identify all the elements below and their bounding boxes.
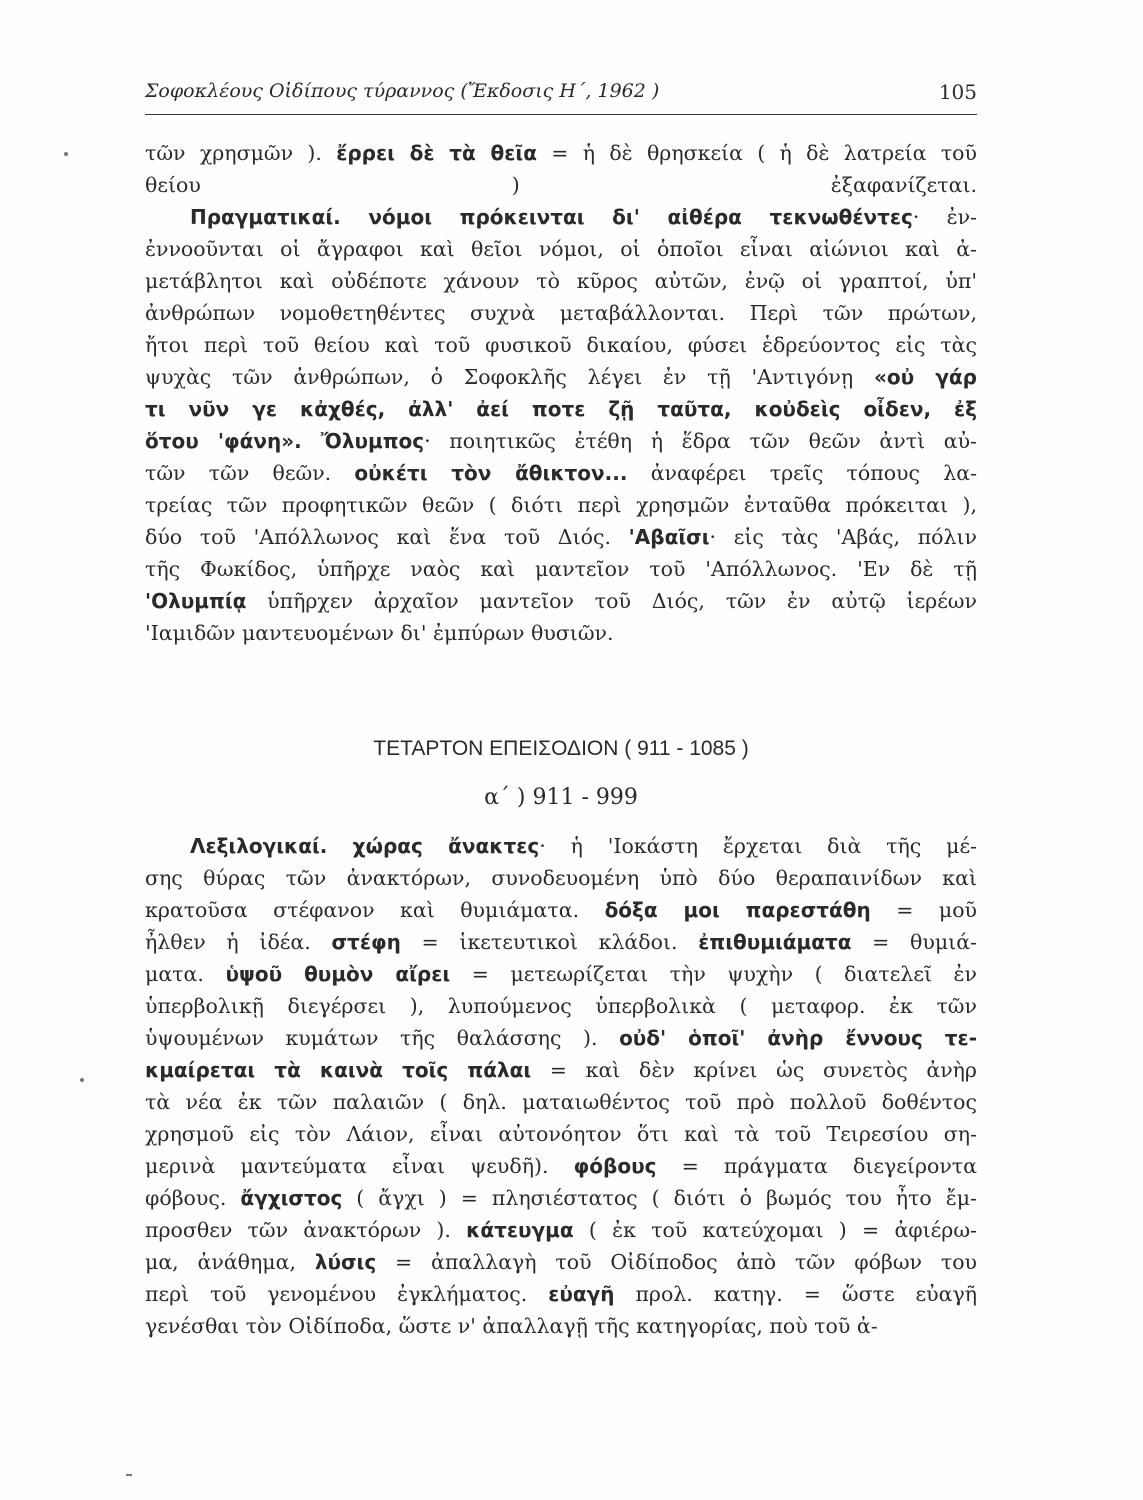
text-run: προλ. κατηγ. = ὥστε εὐαγῆ bbox=[614, 1282, 977, 1306]
text-line bbox=[145, 958, 977, 990]
text-line bbox=[145, 926, 977, 958]
text-run: ἦλθεν ἡ ἰδέα. bbox=[145, 930, 332, 954]
text-run: = καὶ δὲν κρίνει ὡς συνετὸς ἀνὴρ bbox=[531, 1058, 977, 1082]
text-line bbox=[145, 862, 977, 894]
section-heading: ΤΕΤΑΡΤΟΝ ΕΠΕΙΣΟΔΙΟΝ ( 911 - 1085 ) bbox=[373, 737, 749, 760]
lemma-bold: ἔρρει δὲ τὰ θεῖα bbox=[336, 141, 537, 165]
commentary-block-1 bbox=[145, 137, 977, 649]
text-line bbox=[145, 457, 977, 489]
text-run: · ἡ 'Ιοκάστη ἔρχεται διὰ τῆς μέ- bbox=[539, 834, 977, 858]
text-run: ἐννοοῦνται οἱ ἄγραφοι καὶ θεῖοι νόμοι, οἱ ὁποῖοι εἶναι αἰώνιοι καὶ ἀ- bbox=[145, 237, 977, 261]
text-line bbox=[145, 585, 977, 617]
lemma-bold: 'Ολυμπίᾳ bbox=[145, 589, 247, 613]
text-run: = ἱκετευτικοὶ κλάδοι. bbox=[400, 930, 699, 954]
text-run: φόβους. bbox=[145, 1186, 241, 1210]
text-run: τρείας τῶν προφητικῶν θεῶν ( διότι περὶ χρησμῶν ἐνταῦθα πρόκειται ), bbox=[145, 493, 977, 517]
text-run: = ἡ δὲ θρησκεία ( ἡ δὲ λατρεία τοῦ bbox=[536, 141, 977, 165]
text-run: ματα. bbox=[145, 962, 226, 986]
lemma-bold: ὑψοῦ θυμὸν αἴρει bbox=[225, 962, 451, 986]
text-run: ὑψουμένων κυμάτων τῆς θαλάσσης ). bbox=[145, 1026, 620, 1050]
text-line bbox=[145, 1246, 977, 1278]
page-speck bbox=[126, 1474, 132, 1476]
lemma-bold: 'Αβαῖσι bbox=[628, 525, 710, 549]
text-run: = μοῦ bbox=[870, 898, 977, 922]
lemma-bold: ἄγχιστος bbox=[240, 1186, 343, 1210]
lemma-bold: «οὐ γάρ bbox=[873, 365, 977, 389]
text-run: ὑπερβολικῇ διεγέρσει ), λυπούμενος ὑπερβολικὰ ( μεταφορ. ἐκ τῶν bbox=[145, 994, 977, 1018]
text-run: μερινὰ μαντεύματα εἶναι ψευδῆ). bbox=[145, 1154, 574, 1178]
text-line bbox=[145, 1310, 977, 1342]
text-run: δύο τοῦ 'Απόλλωνος καὶ ἕνα τοῦ Διός. bbox=[145, 525, 629, 549]
text-line bbox=[145, 425, 977, 457]
text-line bbox=[145, 233, 977, 265]
text-run: ἤτοι περὶ τοῦ θείου καὶ τοῦ φυσικοῦ δικαίου, φύσει ἑδρεύοντος εἰς τὰς bbox=[145, 333, 977, 357]
text-run: ὑπῆρχεν ἀρχαῖον μαντεῖον τοῦ Διός, τῶν ἐν αὐτῷ ἱερέων bbox=[246, 589, 977, 613]
text-run: μετάβλητοι καὶ οὐδέποτε χάνουν τὸ κῦρος αὐτῶν, ἐνῷ οἱ γραπτοί, ὑπ' bbox=[145, 269, 977, 293]
running-header bbox=[145, 80, 977, 110]
lemma-bold: φόβους bbox=[573, 1154, 657, 1178]
text-line bbox=[145, 393, 977, 425]
text-run: ψυχὰς τῶν ἀνθρώπων, ὁ Σοφοκλῆς λέγει ἐν τῇ 'Αντιγόνῃ bbox=[145, 365, 874, 389]
text-line bbox=[145, 990, 977, 1022]
lemma-bold: ἐπιθυμιάματα bbox=[698, 930, 852, 954]
text-run: κρατοῦσα στέφανον καὶ θυμιάματα. bbox=[145, 898, 605, 922]
text-line bbox=[145, 894, 977, 926]
page-number: 105 bbox=[938, 80, 977, 104]
text-run: γενέσθαι τὸν Οἰδίποδα, ὥστε ν' ἀπαλλαγῇ τῆς κατηγορίας, ποὺ τοῦ ἀ- bbox=[145, 1314, 878, 1338]
running-title: Σοφοκλέους Οἰδίπους τύραννος (Ἔκδοσις Η΄, 1962 ) bbox=[145, 80, 660, 102]
text-run: σης θύρας τῶν ἀνακτόρων, συνοδευομένη ὑπὸ δύο θεραπαινίδων καὶ bbox=[145, 866, 977, 890]
text-run: ἀναφέρει τρεῖς τόπους λα- bbox=[627, 461, 977, 485]
lemma-bold: Λεξιλογικαί. χώρας ἄνακτες bbox=[190, 834, 540, 858]
text-line bbox=[145, 1022, 977, 1054]
lemma-bold: κάτευγμα bbox=[466, 1218, 574, 1242]
commentary-block-2 bbox=[145, 830, 977, 1342]
text-run: 'Ιαμιδῶν μαντευομένων δι' ἐμπύρων θυσιῶν. bbox=[145, 621, 614, 645]
text-run: περὶ τοῦ γενομένου ἐγκλήματος. bbox=[145, 1282, 549, 1306]
text-line bbox=[145, 1278, 977, 1310]
text-run: · ποιητικῶς ἐτέθη ἡ ἕδρα τῶν θεῶν ἀντὶ αὐ- bbox=[424, 429, 977, 453]
text-line bbox=[145, 1214, 977, 1246]
page-speck bbox=[64, 152, 68, 156]
lemma-bold: ὅτου 'φάνη». Ὄλυμπος bbox=[145, 429, 425, 453]
sub-heading: α΄ ) 911 - 999 bbox=[484, 785, 638, 810]
text-run: τῆς Φωκίδος, ὑπῆρχε ναὸς καὶ μαντεῖον τοῦ 'Απόλλωνος. 'Εν δὲ τῇ bbox=[145, 557, 977, 581]
text-line bbox=[145, 169, 977, 201]
text-run: μα, ἀνάθημα, bbox=[145, 1250, 315, 1274]
text-line bbox=[145, 1150, 977, 1182]
text-line bbox=[145, 1086, 977, 1118]
text-run: θείου ) ἐξαφανίζεται. bbox=[145, 173, 977, 197]
text-run: = θυμιά- bbox=[851, 930, 977, 954]
lemma-bold: τι νῦν γε κἀχθές, ἀλλ' ἀεί ποτε ζῇ ταῦτα, κοὐδεὶς οἶδεν, ἐξ bbox=[145, 397, 977, 421]
text-line bbox=[145, 553, 977, 585]
lemma-bold: Πραγματικαί. νόμοι πρόκεινται δι' αἰθέρα τεκνωθέντες bbox=[190, 205, 913, 229]
text-run: τῶν χρησμῶν ). bbox=[145, 141, 337, 165]
text-line bbox=[145, 1118, 977, 1150]
text-line bbox=[145, 361, 977, 393]
text-line bbox=[145, 489, 977, 521]
lemma-bold: κμαίρεται τὰ καινὰ τοῖς πάλαι bbox=[145, 1058, 532, 1082]
text-run: = ἀπαλλαγὴ τοῦ Οἰδίποδος ἀπὸ τῶν φόβων του bbox=[376, 1250, 977, 1274]
text-run: ( ἐκ τοῦ κατεύχομαι ) = ἀφιέρω- bbox=[573, 1218, 977, 1242]
text-line bbox=[145, 1054, 977, 1086]
text-line bbox=[145, 1182, 977, 1214]
text-run: τῶν τῶν θεῶν. bbox=[145, 461, 355, 485]
lemma-bold: λύσις bbox=[314, 1250, 377, 1274]
lemma-bold: στέφη bbox=[331, 930, 401, 954]
text-run: ( ἄγχι ) = πλησιέστατος ( διότι ὁ βωμός του ἦτο ἔμ- bbox=[342, 1186, 977, 1210]
text-line bbox=[145, 265, 977, 297]
text-run: · εἰς τὰς 'Αβάς, πόλιν bbox=[709, 525, 977, 549]
text-line bbox=[145, 137, 977, 169]
text-run: · ἐν- bbox=[912, 205, 977, 229]
text-run: ἀνθρώπων νομοθετηθέντες συχνὰ μεταβάλλονται. Περὶ τῶν πρώτων, bbox=[145, 301, 977, 325]
lemma-bold: οὐκέτι τὸν ἄθικτον... bbox=[354, 461, 628, 485]
lemma-bold: δόξα μοι παρεστάθη bbox=[604, 898, 871, 922]
text-line bbox=[145, 329, 977, 361]
header-rule bbox=[145, 114, 977, 115]
text-run: = μετεωρίζεται τὴν ψυχὴν ( διατελεῖ ἐν bbox=[450, 962, 977, 986]
text-line bbox=[145, 521, 977, 553]
text-line bbox=[145, 617, 977, 649]
text-run: προσθεν τῶν ἀνακτόρων ). bbox=[145, 1218, 467, 1242]
text-run: χρησμοῦ εἰς τὸν Λάιον, εἶναι αὐτονόητον ὅτι καὶ τὰ τοῦ Τειρεσίου ση- bbox=[145, 1122, 977, 1146]
text-run: = πράγματα διεγείροντα bbox=[656, 1154, 977, 1178]
text-line bbox=[145, 201, 977, 233]
lemma-bold: εὐαγῆ bbox=[548, 1282, 615, 1306]
text-run: τὰ νέα ἐκ τῶν παλαιῶν ( δηλ. ματαιωθέντος τοῦ πρὸ πολλοῦ δοθέντος bbox=[145, 1090, 977, 1114]
text-line bbox=[145, 830, 977, 862]
lemma-bold: οὐδ' ὁποῖ' ἀνὴρ ἔννους τε- bbox=[619, 1026, 977, 1050]
text-line bbox=[145, 297, 977, 329]
page-speck bbox=[80, 1078, 84, 1082]
